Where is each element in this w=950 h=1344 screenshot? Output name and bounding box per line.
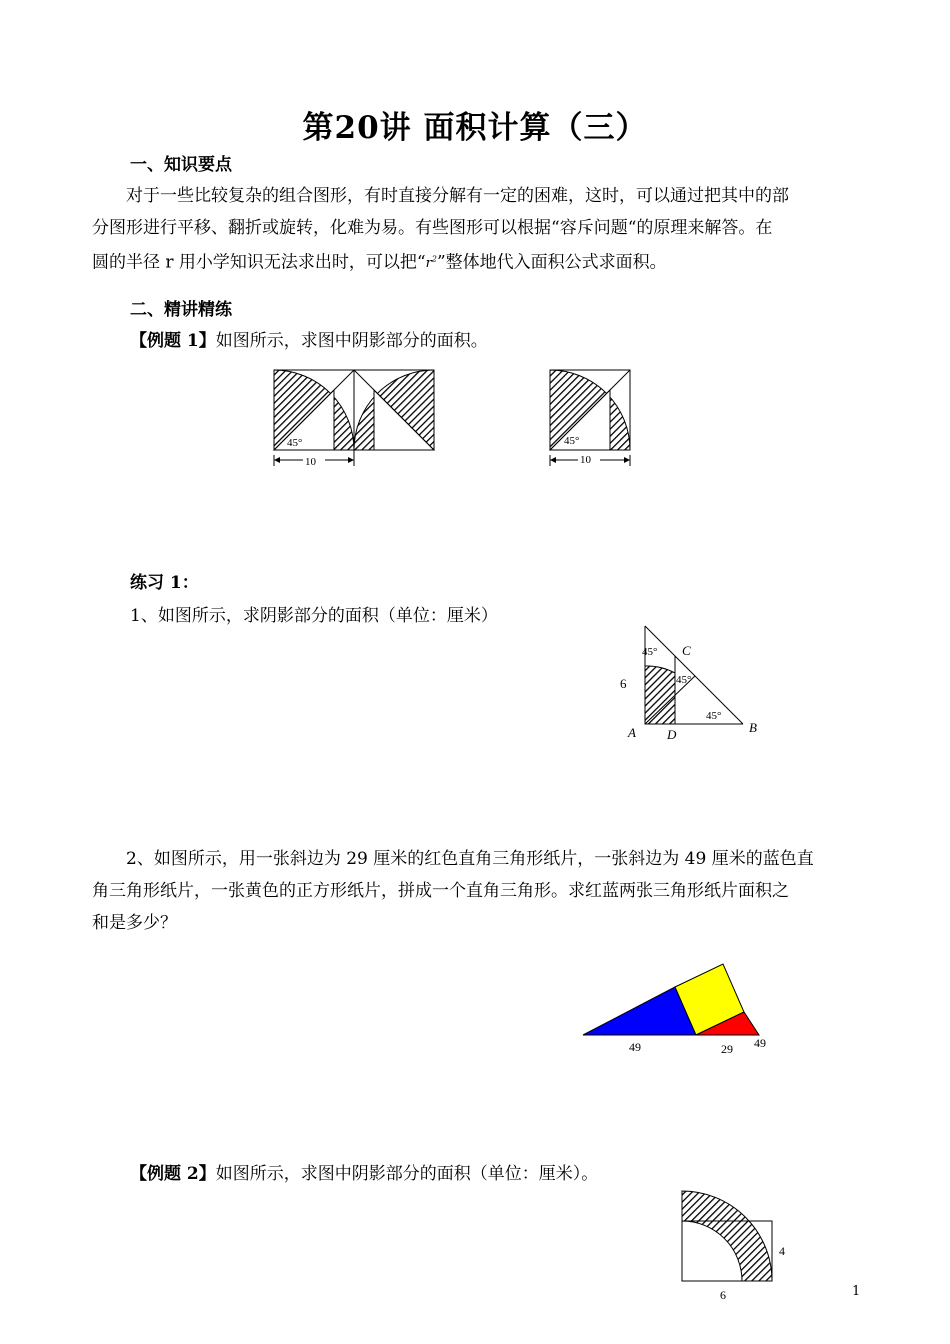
svg-text:49: 49	[754, 1036, 766, 1050]
example-1-text: 如图所示，求图中阴影部分的面积。	[215, 331, 488, 351]
svg-text:49: 49	[629, 1040, 641, 1054]
paragraph-line-3	[92, 244, 872, 280]
svg-text:D: D	[667, 727, 677, 742]
svg-text:C: C	[682, 643, 691, 658]
example-2-prompt	[130, 1158, 598, 1190]
svg-text:45°: 45°	[642, 646, 658, 658]
svg-text:4: 4	[779, 1244, 785, 1258]
paragraph-line-3-end: ”整体地代入面积公式求面积。	[436, 252, 667, 273]
page-title: 第20讲 面积计算（三）	[302, 110, 648, 146]
r-squared-symbol: $r^2$	[425, 255, 437, 272]
page-number: 1	[852, 1284, 861, 1299]
svg-text:A: A	[628, 725, 636, 740]
example-1-figure-left	[265, 362, 445, 472]
example-2-figure	[672, 1183, 802, 1303]
svg-text:6: 6	[620, 676, 627, 691]
practice-1-question-2-figure	[575, 955, 785, 1065]
paragraph-line-1: 对于一些比较复杂的组合图形，有时直接分解有一定的困难，这时，可以通过把其中的部	[126, 186, 789, 206]
practice-1-question-2: 2、如图所示，用一张斜边为 29 厘米的红色直角三角形纸片，一张斜边为 49 厘米的蓝色直 角三角形纸片，一张黄色的正方形纸片，拼成一个直角三角形。求红蓝两张三角形纸片面积之 和是多少？	[92, 849, 814, 933]
paragraph-line-3-start: 圆的半径 r 用小学知识无法求出时，可以把“	[92, 252, 426, 273]
angle-label: 45°	[564, 435, 580, 447]
example-1-figure-right	[542, 362, 642, 472]
key-points-paragraph	[92, 180, 872, 280]
paragraph-line-2: 分图形进行平移、翻折或旋转，化难为易。有些图形可以根据“容斥问题“的原理来解答。在	[92, 218, 773, 238]
example-1-label: 【例题 1】	[130, 331, 216, 351]
svg-text:B: B	[749, 720, 757, 735]
practice-1-question-1-figure	[612, 618, 772, 748]
section-heading-practice: 二、精讲精练	[130, 300, 232, 320]
dimension-label: 10	[580, 454, 591, 466]
svg-text:6: 6	[720, 1288, 726, 1302]
svg-text:45°: 45°	[676, 674, 692, 686]
example-2-text: 如图所示，求图中阴影部分的面积（单位：厘米）。	[215, 1164, 599, 1184]
practice-1-heading: 练习 1：	[130, 573, 199, 593]
example-2-label: 【例题 2】	[130, 1164, 216, 1184]
angle-label: 45°	[287, 437, 303, 449]
section-heading-key-points: 一、知识要点	[130, 155, 232, 175]
svg-text:29: 29	[721, 1042, 733, 1056]
dimension-label: 10	[305, 456, 316, 468]
practice-1-question-1: 1、如图所示，求阴影部分的面积（单位：厘米）	[130, 606, 498, 626]
svg-text:45°: 45°	[706, 710, 722, 722]
example-1-prompt	[130, 325, 488, 357]
